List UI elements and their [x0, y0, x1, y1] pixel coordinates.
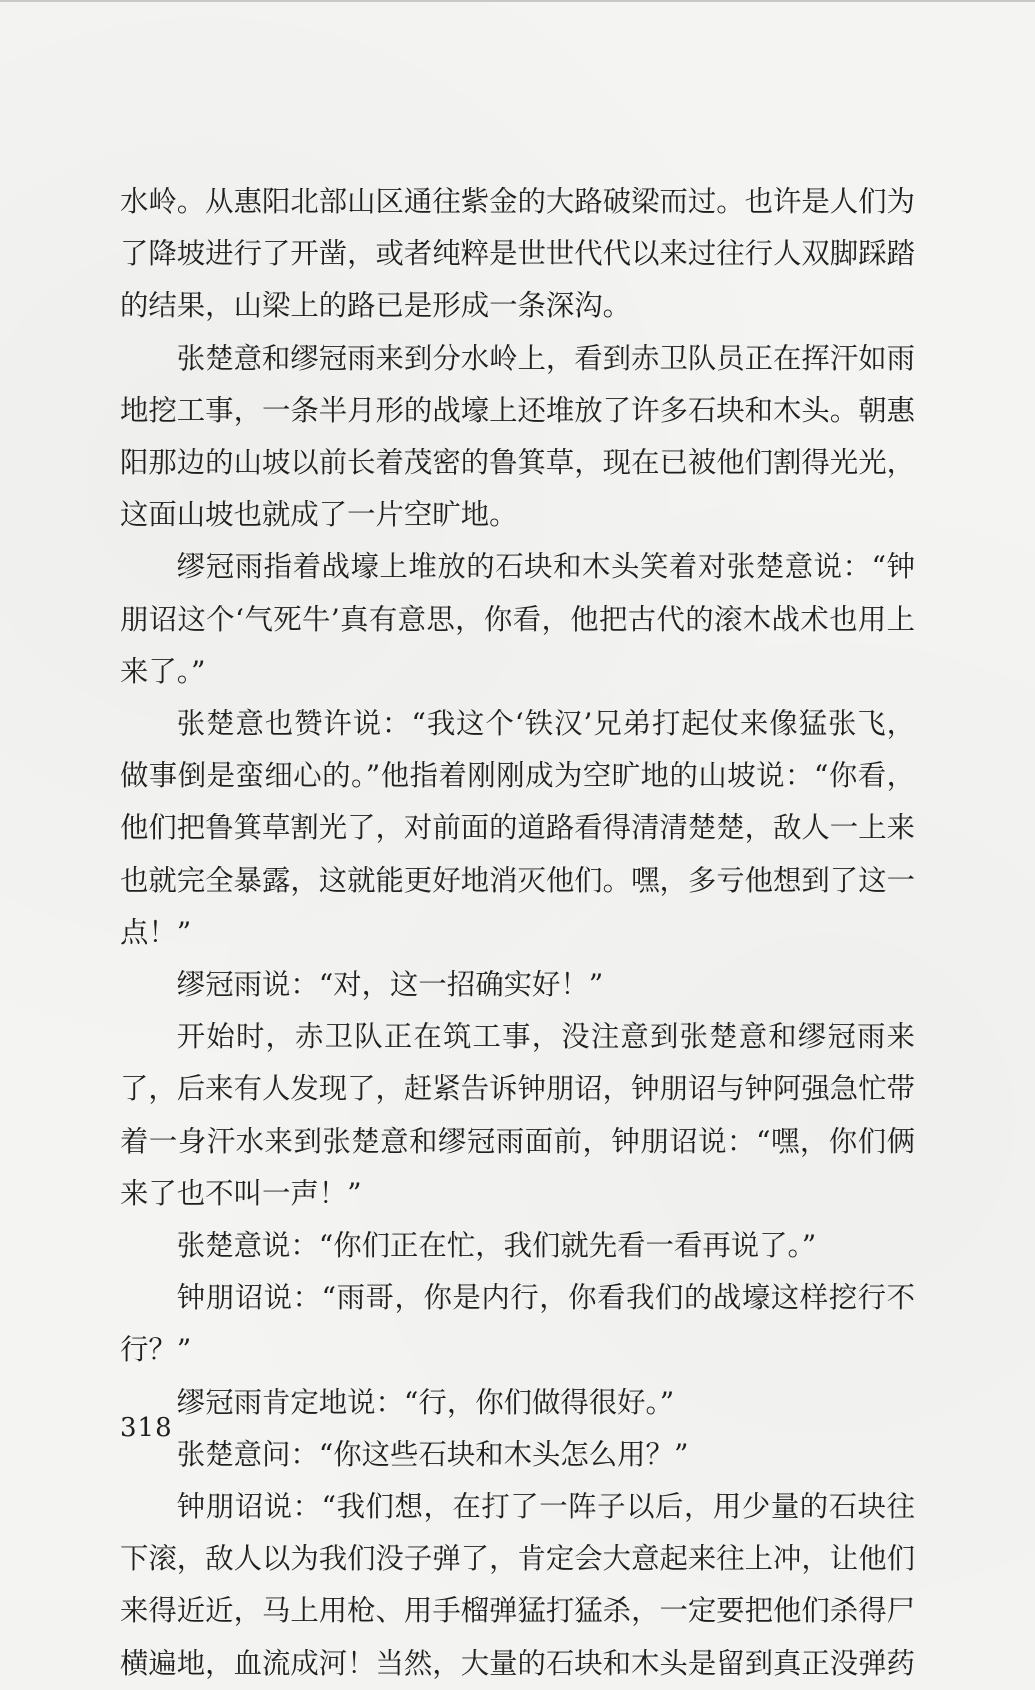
paragraph-9: 缪冠雨肯定地说：“行，你们做得很好。”: [176, 1385, 675, 1419]
paragraph-11: 钟朋诏说：“我们想，在打了一阵子以后，用少量的石块往下滚，敌人以为我们没子弹了，肯定会大意起来往上冲，让他们来得近近，马上用枪、用手榴弹猛打猛杀，一定要把他们杀得尸横遍地，血流成河！当然，大量的石块和木头是留到真正没弹药: [120, 1490, 915, 1680]
page-top-edge: [0, 0, 1035, 2]
paragraph-8: 钟朋诏说：“雨哥，你是内行，你看我们的战壕这样挖行不行？”: [120, 1281, 915, 1367]
paragraph-10: 张楚意问：“你这些石块和木头怎么用？”: [176, 1437, 689, 1471]
paragraph-3: 缪冠雨指着战壕上堆放的石块和木头笑着对张楚意说：“钟朋诏这个‘气死牛’真有意思，你看，他把古代的滚木战术也用上来了。”: [120, 550, 915, 688]
paragraph-1: 水岭。从惠阳北部山区通往紫金的大路破梁而过。也许是人们为了降坡进行了开凿，或者纯粹是世世代代以来过往行人双脚踩踏的结果，山梁上的路已是形成一条深沟。: [120, 185, 915, 323]
paragraph-2: 张楚意和缪冠雨来到分水岭上，看到赤卫队员正在挥汗如雨地挖工事，一条半月形的战壕上还堆放了许多石块和木头。朝惠阳那边的山坡以前长着茂密的鲁箕草，现在已被他们割得光光，这面山坡也就成了一片空旷地。: [120, 341, 915, 532]
paragraph-4: 张楚意也赞许说：“我这个‘铁汉’兄弟打起仗来像猛张飞，做事倒是蛮细心的。”他指着刚刚成为空旷地的山坡说：“你看，他们把鲁箕草割光了，对前面的道路看得清清楚楚，敌人一上来也就完全暴露，这就能更好地消灭他们。嘿，多亏他想到了这一点！”: [120, 707, 915, 949]
page-number: 318: [120, 1413, 173, 1443]
paragraph-7: 张楚意说：“你们正在忙，我们就先看一看再说了。”: [176, 1229, 817, 1263]
paragraph-6: 开始时，赤卫队正在筑工事，没注意到张楚意和缪冠雨来了，后来有人发现了，赶紧告诉钟朋诏，钟朋诏与钟阿强急忙带着一身汗水来到张楚意和缪冠雨面前，钟朋诏说：“嘿，你们俩来了也不叫一声！”: [120, 1020, 915, 1210]
paragraph-5: 缪冠雨说：“对，这一招确实好！”: [176, 968, 604, 1002]
